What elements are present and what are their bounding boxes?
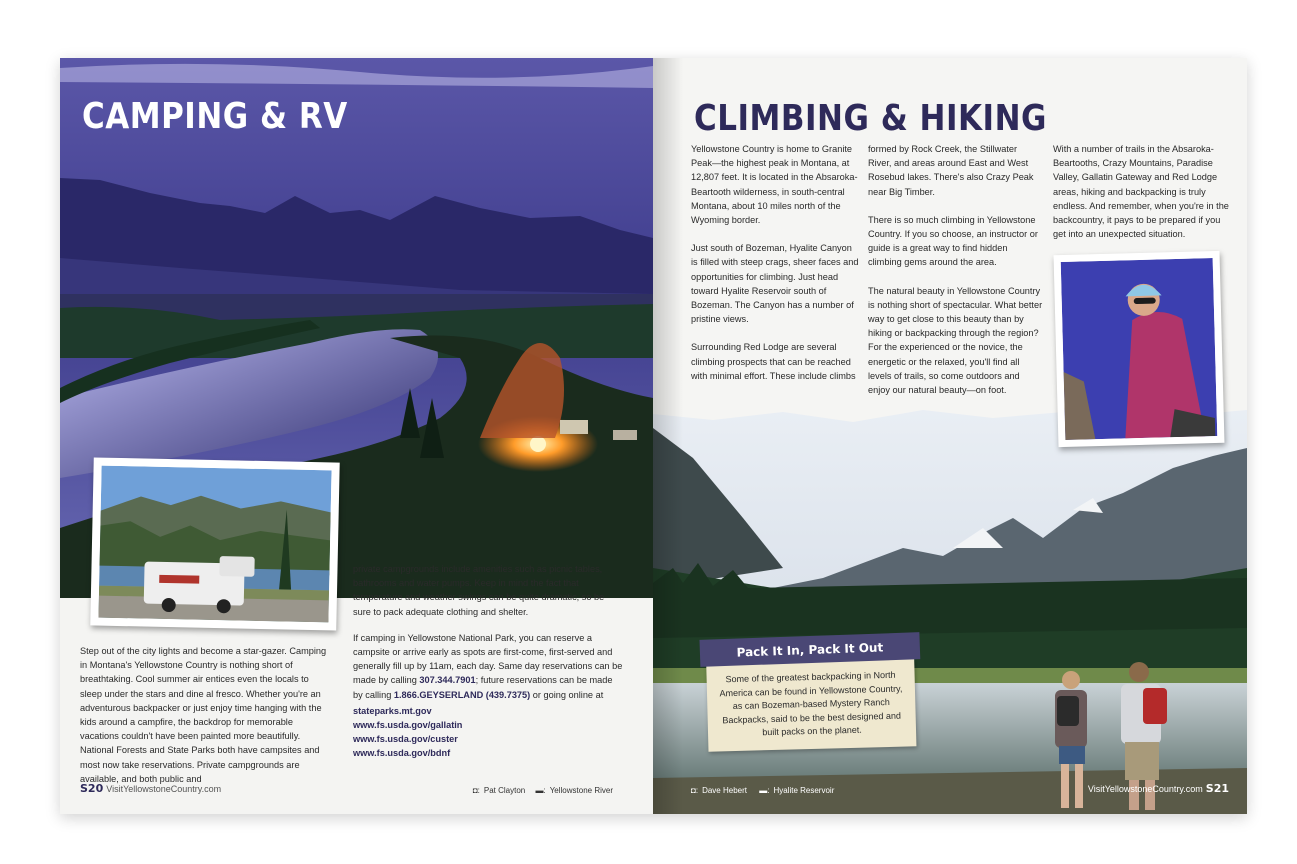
right-page <box>653 58 1247 814</box>
left-page <box>60 58 653 814</box>
reservation-text-c: or going online at <box>530 689 604 700</box>
folio-right <box>1088 782 1229 795</box>
folio-left <box>80 782 221 795</box>
climbing-text-col3 <box>1053 142 1233 255</box>
reservation-text-b: ; future reservations can be made by calling <box>353 675 613 700</box>
climber-photo <box>1054 251 1225 447</box>
paragraph: There is so much climbing in Yellowstone Country. If you so choose, an instructor or guide is a great way to find hidden climbing gems around the area. <box>868 214 1038 268</box>
paragraph: The natural beauty in Yellowstone Country is nothing short of spectacular. What better way to get close to this beauty than by hiking or backpacking through the region? For the experienced or the novice, the energetic or the relaxed, you'll find all levels of trails, so come outdoors and enjoy our natural beauty—on foot. <box>868 285 1043 396</box>
photographer: Pat Clayton <box>483 786 526 795</box>
paragraph: Surrounding Red Lodge are several climbing prospects that can be reached with minimal effort. These include climbs <box>691 342 856 381</box>
callout-title: Pack It In, Pack It Out <box>699 632 920 667</box>
location-icon: ▬: <box>535 786 546 795</box>
link-stateparks[interactable]: stateparks.mt.gov <box>353 705 432 716</box>
page-number: S21 <box>1205 782 1229 795</box>
camera-icon: ◘: <box>472 786 480 795</box>
link-gallatin[interactable]: www.fs.usda.gov/gallatin <box>353 720 463 731</box>
pack-it-callout <box>700 633 923 751</box>
camping-reservation-paragraph <box>353 631 623 702</box>
camping-text-col2 <box>353 562 623 761</box>
camera-icon: ◘: <box>691 786 699 795</box>
climbing-text-col2 <box>868 142 1043 411</box>
paragraph: With a number of trails in the Absaroka-Beartooths, Crazy Mountains, Paradise Valley, Gallatin Gateway and Red Lodge areas, hiking and backpacking is truly endless. And remember, when you're in the backcountry, it pays to be prepared if you get into an unexpected situation. <box>1053 144 1229 240</box>
site-url: VisitYellowstoneCountry.com <box>1087 784 1203 794</box>
location-icon: ▬: <box>759 786 770 795</box>
photo-location: Hyalite Reservoir <box>773 786 835 795</box>
page-title-camping: CAMPING & RV <box>82 96 348 138</box>
link-custer[interactable]: www.fs.usda.gov/custer <box>353 734 458 745</box>
climbing-text-col1 <box>691 142 859 397</box>
site-url: VisitYellowstoneCountry.com <box>106 784 222 794</box>
photo-credit-left <box>469 786 613 795</box>
callout-body: Some of the greatest backpacking in North America can be found in Yellowstone Country, as can Bozeman-based Mystery Ranch Backpacks, said to be the best designed and built packs on the planet. <box>706 658 916 751</box>
paragraph: Yellowstone Country is home to Granite Peak—the highest peak in Montana, at 12,807 feet. It is located in the Absaroka-Beartooth wilderness, in south-central Montana, about 10 miles north of the Wyoming border. <box>691 144 858 226</box>
photo-location: Yellowstone River <box>549 786 613 795</box>
camping-paragraph: private campgrounds include amenities such as picnic tables, bathrooms and water pumps. Keep in mind the fact that temperature and weather swings can be quite dramatic, so be sure to pack adequate clothing and shelter. <box>353 564 605 617</box>
phone-number-2[interactable]: 1.866.GEYSERLAND (439.7375) <box>393 689 531 700</box>
reservation-text-a: If camping in Yellowstone National Park, you can reserve a campsite or arrive early as spots are first-come, first-served and generally fill up by 11am, each day. Same day reservations can be made by calling <box>353 632 623 686</box>
photo-credit-right <box>691 786 838 795</box>
link-bdnf[interactable]: www.fs.usda.gov/bdnf <box>353 748 451 759</box>
rv-photo <box>90 457 339 630</box>
paragraph: Just south of Bozeman, Hyalite Canyon is filled with steep crags, sheer faces and opportunities for climbing. Just head toward Hyalite Reservoir south of Bozeman. The Canyon has a number of pristine views. <box>691 243 859 325</box>
phone-number-1[interactable]: 307.344.7901 <box>419 675 476 686</box>
page-title-climbing: CLIMBING & HIKING <box>694 98 1047 140</box>
lake-hikers-photo <box>653 398 1247 814</box>
photographer: Dave Hebert <box>702 786 747 795</box>
paragraph: formed by Rock Creek, the Stillwater River, and areas around East and West Rosebud lakes. There's also Crazy Peak near Big Timber. <box>868 144 1034 197</box>
magazine-spread <box>60 58 1247 814</box>
page-number: S20 <box>80 782 104 795</box>
camping-text-col1: Step out of the city lights and become a star-gazer. Camping in Montana's Yellowstone Country is nothing short of breathtaking. Cool summer air entices even the locals to sleep under the stars and dine al fresco. Whether you're an adventurous backpacker or just enjoy time hanging with the kids around a campfire, the backdrop for memorable vacations couldn't have been painted more beautifully. National Forests and State Parks both have campsites and most now take reservations. Private campgrounds are available, and both public and <box>80 646 327 784</box>
